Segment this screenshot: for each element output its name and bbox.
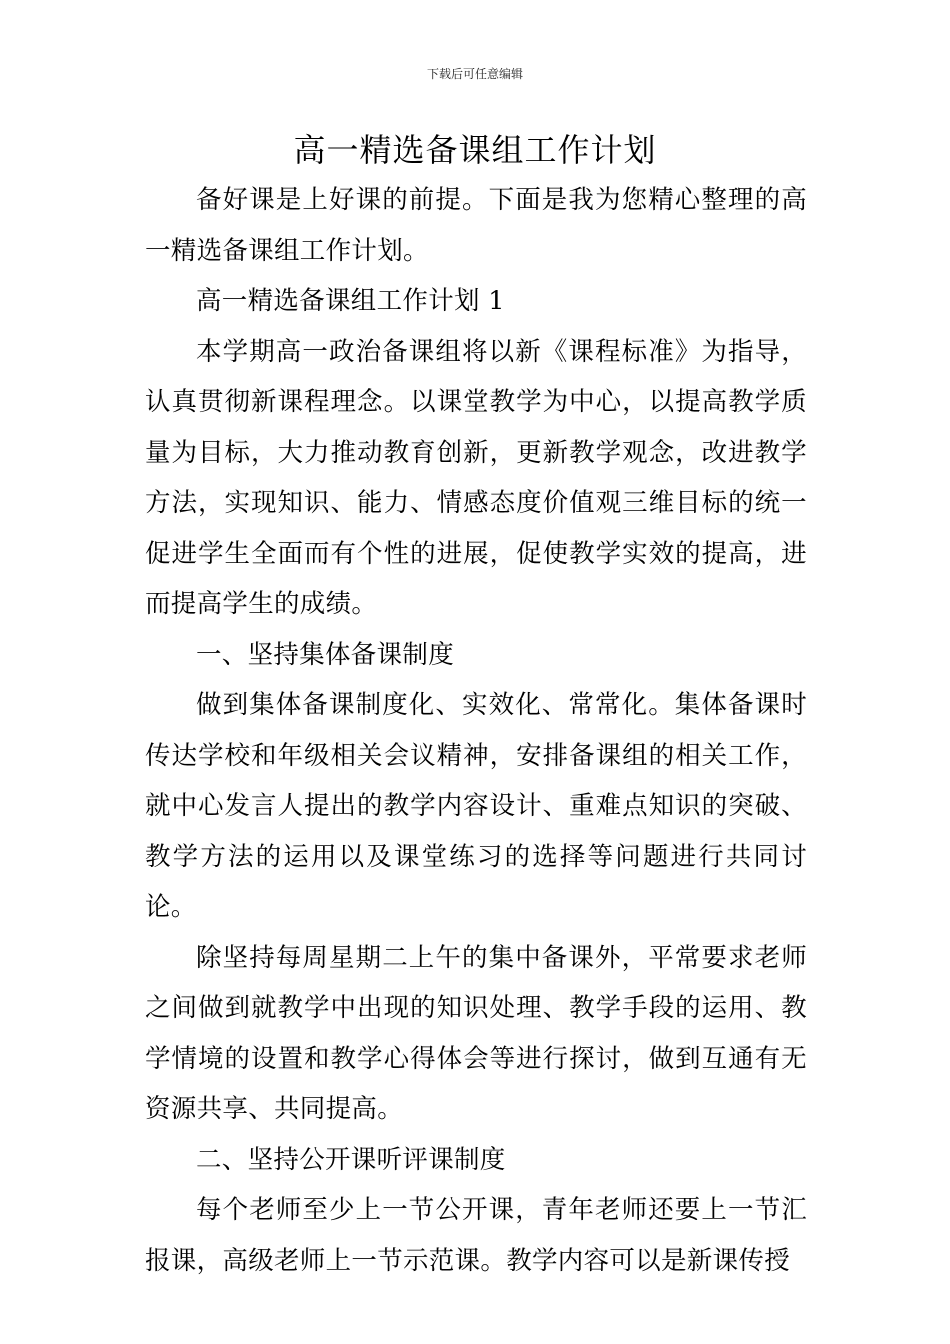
body-paragraph: 本学期高一政治备课组将以新《课程标准》为指导，认真贯彻新课程理念。以课堂教学为中心，以提高教学质量为目标，大力推动教育创新，更新教学观念，改进教学方法，实现知识、能力、情感态度价值观三维目标的统一促进学生全面而有个性的进展，促使教学实效的提高，进而提高学生的成绩。 [145, 336, 807, 619]
section-heading-plan-1: 高一精选备课组工作计划 1 [196, 286, 505, 316]
intro-paragraph: 备好课是上好课的前提。下面是我为您精心整理的高一精选备课组工作计划。 [145, 185, 807, 266]
page-title: 高一精选备课组工作计划 [293, 131, 657, 169]
document-body [145, 175, 807, 1286]
body-paragraph: 每个老师至少上一节公开课，青年老师还要上一节汇报课，高级老师上一节示范课。教学内容可以是新课传授 [145, 1195, 807, 1276]
section-heading-open-class: 二、坚持公开课听评课制度 [196, 1144, 506, 1175]
header-note: 下载后可任意编辑 [426, 67, 523, 81]
section-heading-collective-prep: 一、坚持集体备课制度 [196, 639, 455, 670]
body-paragraph: 除坚持每周星期二上午的集中备课外，平常要求老师之间做到就教学中出现的知识处理、教学手段的运用、教学情境的设置和教学心得体会等进行探讨，做到互通有无资源共享、共同提高。 [145, 942, 807, 1124]
body-paragraph: 做到集体备课制度化、实效化、常常化。集体备课时传达学校和年级相关会议精神，安排备课组的相关工作，就中心发言人提出的教学内容设计、重难点知识的突破、教学方法的运用以及课堂练习的选择等问题进行共同讨论。 [145, 690, 807, 922]
